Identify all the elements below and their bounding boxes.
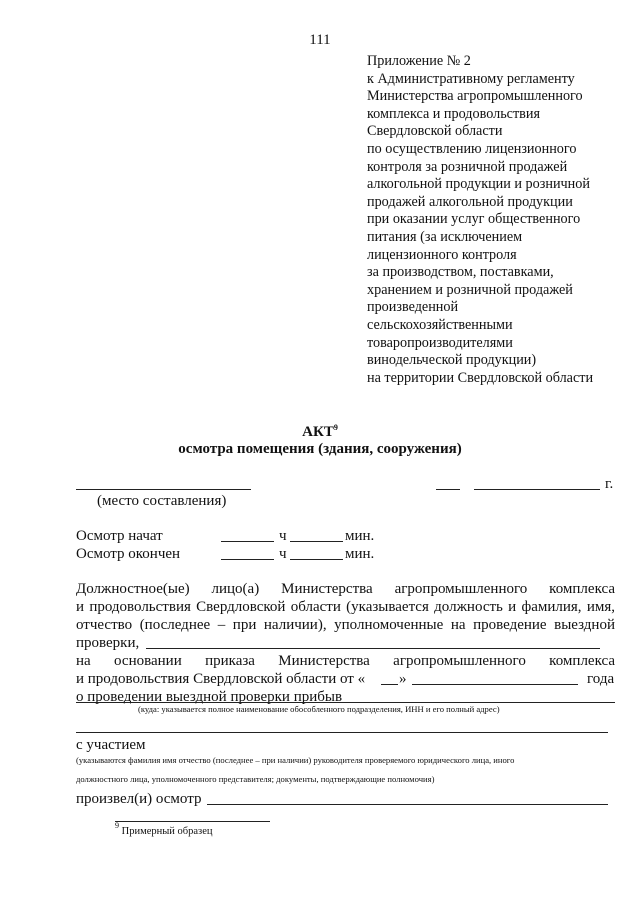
appendix-line: питания (за исключением [367,228,523,245]
appendix-line: сельскохозяйственными [367,316,513,333]
start-minutes-line [290,541,343,542]
document-subtitle: осмотра помещения (здания, сооружения) [178,441,462,457]
appendix-line: алкогольной продукции и розничной [367,176,590,193]
appendix-line: винодельческой продукции) [367,352,537,369]
appendix-line: продажей алкогольной продукции [367,193,573,210]
appendix-block [367,53,635,387]
appendix-line: за производством, поставками, [367,264,554,281]
body-paragraph-line: проверки, [76,635,140,651]
participation-label: с участием [76,737,146,753]
appendix-line: комплекса и продовольствия [367,105,540,122]
appendix-line: на территории Свердловской области [367,369,594,386]
body-paragraph-line: о проведении выездной проверки прибыв [76,689,343,705]
appendix-line: к Административному регламенту [367,70,575,87]
page-number: 111 [309,32,331,48]
inspection-end-label: Осмотр окончен [76,546,181,562]
appendix-line: Свердловской области [367,123,503,140]
appendix-line: лицензионного контроля [367,246,517,263]
arrival-field-line [76,702,615,703]
address-hint: (куда: указывается полное наименование обособленного подразделения, ИНН и его полный адрес) [138,704,500,714]
footnote-separator [115,821,270,822]
order-date-prefix: и продовольствия Свердловской области от « [76,671,366,687]
footnote-text: Примерный образец [121,826,213,837]
end-minutes-line [290,559,343,560]
body-paragraph-line: отчество (последнее – при наличии), уполномоченные на проведение выездной [76,617,615,633]
place-caption: (место составления) [97,493,227,509]
start-hours-line [221,541,274,542]
inspector-field-line [207,804,608,805]
body-paragraph-line: на основании приказа Министерства агропромышленного комплекса [76,653,615,669]
start-minutes-unit: мин. [345,528,375,544]
date-field-line [474,489,600,490]
appendix-line: контроля за розничной продажей [367,158,568,175]
inspection-start-label: Осмотр начат [76,528,163,544]
day-field-line [436,489,460,490]
start-hours-unit: ч [279,528,287,544]
order-month-line [412,684,578,685]
appendix-line: при оказании услуг общественного [367,211,581,228]
title-text: АКТ [302,424,334,440]
year-suffix: г. [605,476,614,492]
appendix-line: хранением и розничной продажей [367,281,573,298]
place-field-line [76,489,251,490]
appendix-line: Приложение № 2 [367,53,471,69]
appendix-line: произведенной [367,299,459,316]
end-minutes-unit: мин. [345,546,375,562]
title-footnote-ref: 9 [333,423,338,432]
address-field-line [76,732,608,733]
body-paragraph-line: Должностное(ые) лицо(а) Министерства агропромышленного комплекса [76,581,615,597]
end-hours-unit: ч [279,546,287,562]
appendix-line: Министерства агропромышленного [367,88,583,105]
order-date-quote: » [399,671,407,687]
officials-field-line [146,648,600,649]
inspected-by-label: произвел(и) осмотр [76,791,202,807]
appendix-line: товаропроизводителями [367,334,513,351]
document-title [0,424,640,441]
participation-hint: (указываются фамилия имя отчество (последнее – при наличии) руководителя проверяемого юридического лица, иного [76,755,515,765]
participation-hint: должностного лица, уполномоченного представителя; документы, подтверждающие полномочия) [76,774,435,784]
end-hours-line [221,559,274,560]
appendix-line: по осуществлению лицензионного [367,140,577,157]
order-year-word: года [587,671,615,687]
footnote-ref: 9 [115,821,119,830]
footnote [115,821,213,837]
order-day-line [381,684,398,685]
body-paragraph-line: и продовольствия Свердловской области (указывается должность и фамилия, имя, [76,599,615,615]
